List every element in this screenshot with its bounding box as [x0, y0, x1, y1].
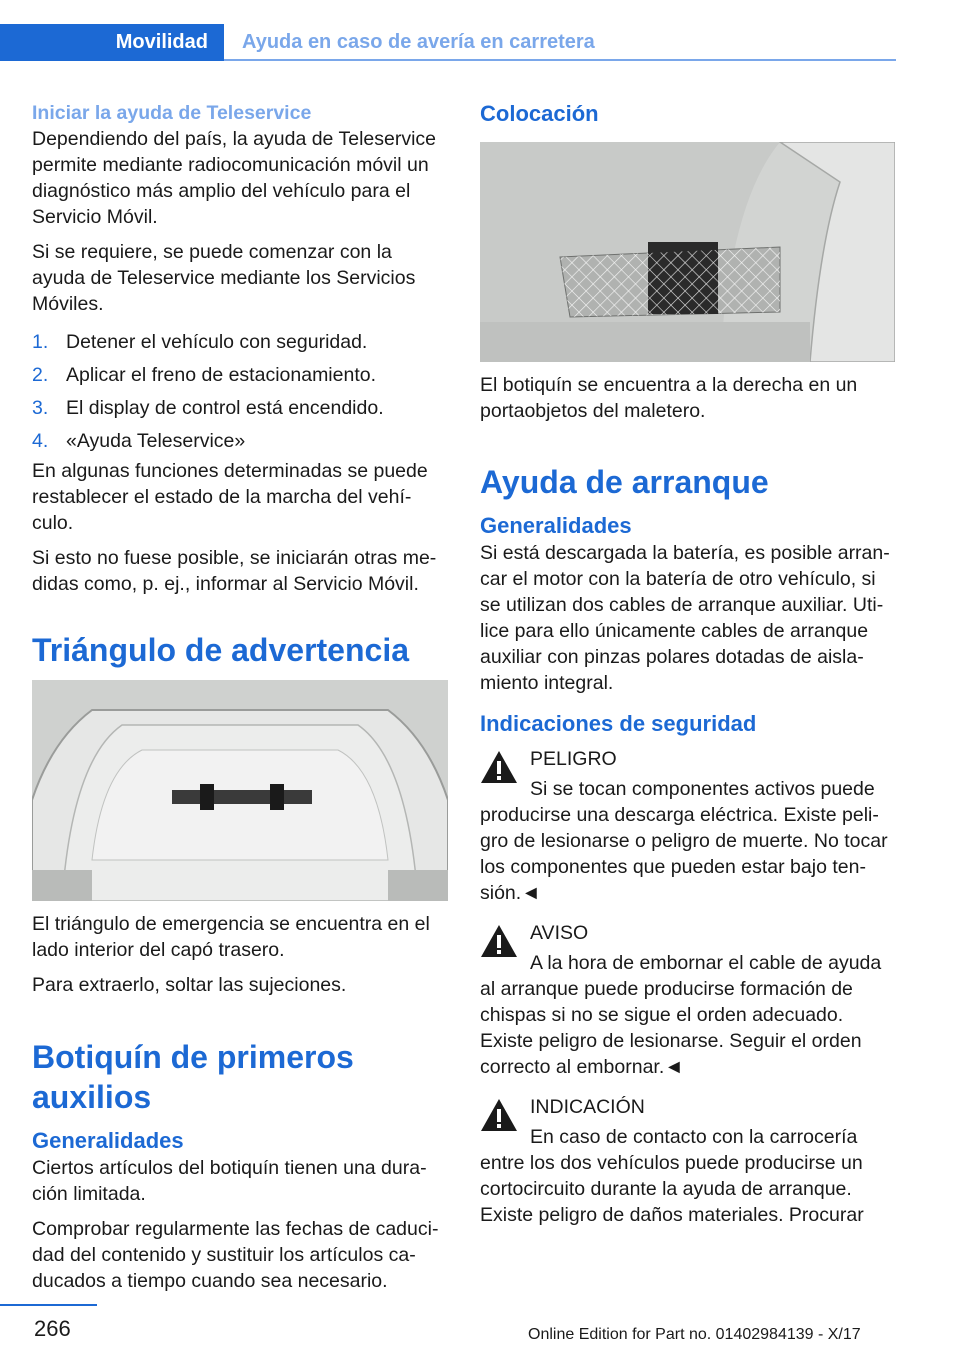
warning-notice: [480, 1094, 896, 1228]
teleservice-heading: Iniciar la ayuda de Teleservice: [32, 102, 312, 124]
warning-label: INDICACIÓN: [530, 1096, 645, 1118]
section-tab: Movilidad: [0, 24, 224, 61]
warning-caution: [480, 920, 896, 1080]
warning-triangle-icon: [480, 924, 518, 958]
paragraph: El botiquín se encuentra a la derecha en un portaobjetos del maletero.: [480, 374, 858, 422]
firstaid-title: Botiquín de primeros auxilios: [32, 1039, 354, 1115]
breadcrumb: Ayuda en caso de avería en carretera: [242, 31, 595, 53]
header-rule: [224, 59, 896, 61]
warning-label: PELIGRO: [530, 748, 617, 770]
paragraph: Dependiendo del país, la ayuda de Teleservice permite mediante radiocomunicación móvil un diagnóstico más amplio del vehículo para el Servicio Móvil.: [32, 128, 437, 228]
safety-heading: Indicaciones de seguridad: [480, 711, 757, 736]
paragraph: Si está descargada la batería, es posible arran‐car el motor con la batería de otro vehículo, si se utilizan dos cables de arranque auxiliar. Uti‐lice para ello únicamente cables de arranque auxiliar con pinzas polares dotadas de aisla‐miento integral.: [480, 542, 890, 694]
triangle-title: Triángulo de advertencia: [32, 632, 409, 668]
list-item: 1. Detener el vehículo con seguridad.: [32, 331, 368, 353]
page-number: 266: [34, 1316, 71, 1341]
right-column: [480, 100, 896, 1232]
paragraph: En algunas funciones determinadas se puede restablecer el estado de la marcha del vehí‐culo.: [32, 460, 428, 534]
trunk-net-image: [480, 142, 895, 362]
edition-info: Online Edition for Part no. 01402984139 - X/17: [528, 1326, 861, 1343]
footer-rule: [0, 1304, 97, 1306]
warning-text: En caso de contacto con la carrocería entre los dos vehículos puede producirse un cortocircuito durante la ayuda de arranque. Existe peligro de daños materiales. Procurar: [480, 1126, 864, 1226]
steps-list: [32, 329, 448, 454]
list-item: 4. «Ayuda Teleservice»: [32, 430, 246, 452]
warning-triangle-icon: [480, 750, 518, 784]
jumpstart-title: Ayuda de arranque: [480, 464, 769, 500]
paragraph: Si esto no fuese posible, se iniciarán otras me‐didas como, p. ej., informar al Servicio Móvil.: [32, 547, 437, 595]
warning-text: Si se tocan componentes activos puede producirse una descarga eléctrica. Existe peli‐gro de lesionarse o peligro de muerte. No tocar los componentes que pueden estar bajo ten‐sión.◄: [480, 778, 888, 904]
paragraph: Si se requiere, se puede comenzar con la ayuda de Teleservice mediante los Servicios Móviles.: [32, 241, 416, 315]
list-item: 2. Aplicar el freno de estacionamiento.: [32, 364, 377, 386]
warning-text: A la hora de embornar el cable de ayuda al arranque puede producirse formación de chispas si no se sigue el orden adecuado. Existe peligro de lesionarse. Seguir el orden correcto al embornar.◄: [480, 952, 882, 1078]
list-item: 3. El display de control está encendido.: [32, 397, 384, 419]
warning-label: AVISO: [530, 922, 589, 944]
paragraph: Ciertos artículos del botiquín tienen una dura‐ción limitada.: [32, 1157, 427, 1205]
warning-danger: [480, 746, 896, 906]
paragraph: Comprobar regularmente las fechas de caduci‐dad del contenido y sustituir los artículos ca‐ducados a tiempo cuando sea necesario.: [32, 1218, 439, 1292]
paragraph: Para extraerlo, soltar las sujeciones.: [32, 974, 347, 996]
placement-heading: Colocación: [480, 101, 599, 126]
page-header: [0, 24, 960, 62]
firstaid-subheading: Generalidades: [32, 1128, 184, 1153]
jumpstart-subheading: Generalidades: [480, 513, 632, 538]
left-column: [32, 100, 448, 1303]
trunk-lid-image: [32, 680, 448, 901]
paragraph: El triángulo de emergencia se encuentra en el lado interior del capó trasero.: [32, 913, 430, 961]
warning-triangle-icon: [480, 1098, 518, 1132]
